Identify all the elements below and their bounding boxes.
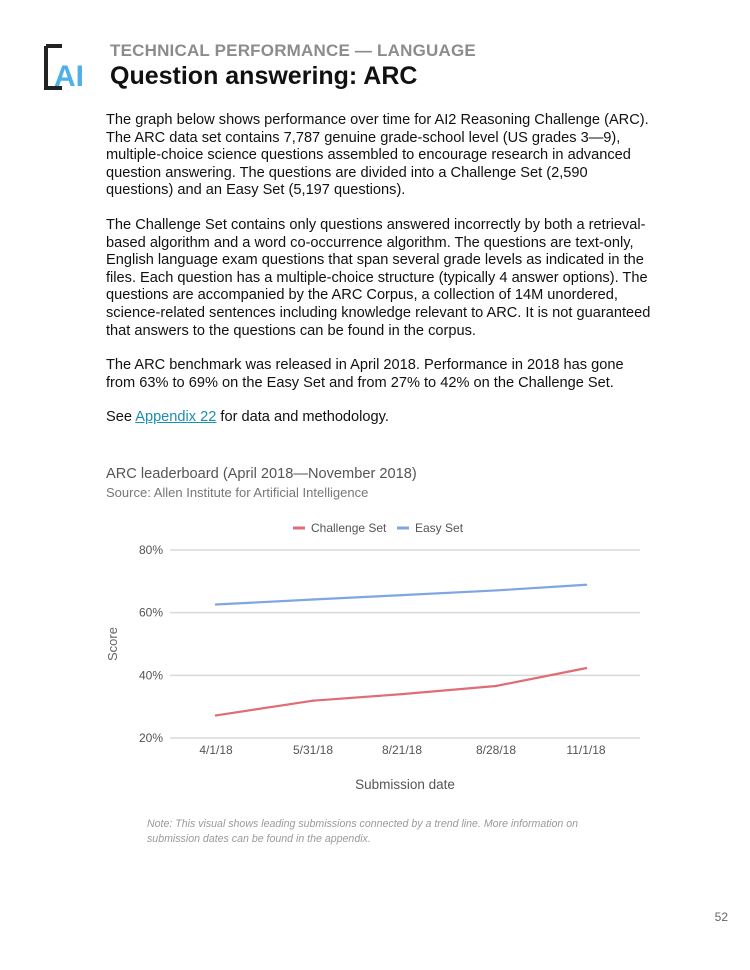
data-point: [495, 685, 497, 687]
ai-index-logo: [44, 44, 98, 90]
paragraph-2: The Challenge Set contains only questions answered incorrectly by both a retrieval-based algorithm and a word co-occurrence algorithm. The questions are text-only, English language exam questions that span several grade levels as indicated in the files. Each question has a multiple-choice structure (typically 4 answer options). The questions are accompanied by the ARC Corpus, a collection of 14M unordered, science-related sentences including knowledge relevant to ARC. It is not guaranteed that answers to the questions can be found in the corpus.: [106, 216, 651, 339]
chart-source: Source: Allen Institute for Artificial Intelligence: [106, 485, 369, 500]
data-point: [401, 693, 403, 695]
chart-note: Note: This visual shows leading submissions connected by a trend line. More information on submission dates can be found in the appendix.: [147, 818, 579, 845]
x-tick-label: 5/31/18: [292, 743, 334, 757]
data-point: [495, 589, 497, 591]
x-axis-title: Submission date: [355, 777, 455, 792]
see-suffix: for data and methodology.: [216, 409, 389, 426]
logo-text: AI: [54, 60, 84, 90]
data-point: [312, 598, 314, 600]
data-point: [215, 603, 217, 605]
page-title: Question answering: ARC: [110, 62, 418, 90]
data-point: [585, 667, 587, 669]
line-chart: [100, 510, 660, 800]
y-axis-title: Score: [105, 627, 120, 661]
y-tick-label: 80%: [138, 543, 163, 557]
paragraph-3: The ARC benchmark was released in April 2018. Performance in 2018 has gone from 63% to 69% on the Easy Set and from 27% to 42% on the Challenge Set.: [106, 357, 624, 391]
data-point: [215, 714, 217, 716]
x-tick-label: 4/1/18: [199, 743, 233, 757]
y-tick-label: 60%: [138, 605, 163, 620]
legend-label: Easy Set: [415, 521, 464, 535]
page-number: 52: [714, 910, 728, 924]
data-point: [312, 700, 314, 702]
see-appendix-line: [106, 409, 651, 427]
data-point: [401, 594, 403, 596]
x-tick-label: 11/1/18: [566, 743, 606, 757]
x-tick-label: 8/21/18: [381, 743, 423, 757]
legend-label: Challenge Set: [311, 521, 387, 535]
data-point: [585, 584, 587, 586]
section-label: TECHNICAL PERFORMANCE — LANGUAGE: [110, 41, 476, 60]
y-tick-label: 20%: [138, 731, 163, 745]
appendix-link[interactable]: Appendix 22: [135, 409, 217, 426]
see-prefix: See: [106, 409, 136, 426]
chart-title: ARC leaderboard (April 2018—November 2018): [106, 466, 417, 482]
paragraph-1: The graph below shows performance over time for AI2 Reasoning Challenge (ARC). The ARC data set contains 7,787 genuine grade-school level (US grades 3—9), multiple-choice science questions assembled to encourage research in advanced question answering. The questions are divided into a Challenge Set (2,590 questions) and an Easy Set (5,197 questions).: [106, 112, 649, 199]
y-tick-label: 40%: [138, 668, 163, 683]
x-tick-label: 8/28/18: [475, 743, 517, 757]
body-text: [106, 112, 651, 444]
